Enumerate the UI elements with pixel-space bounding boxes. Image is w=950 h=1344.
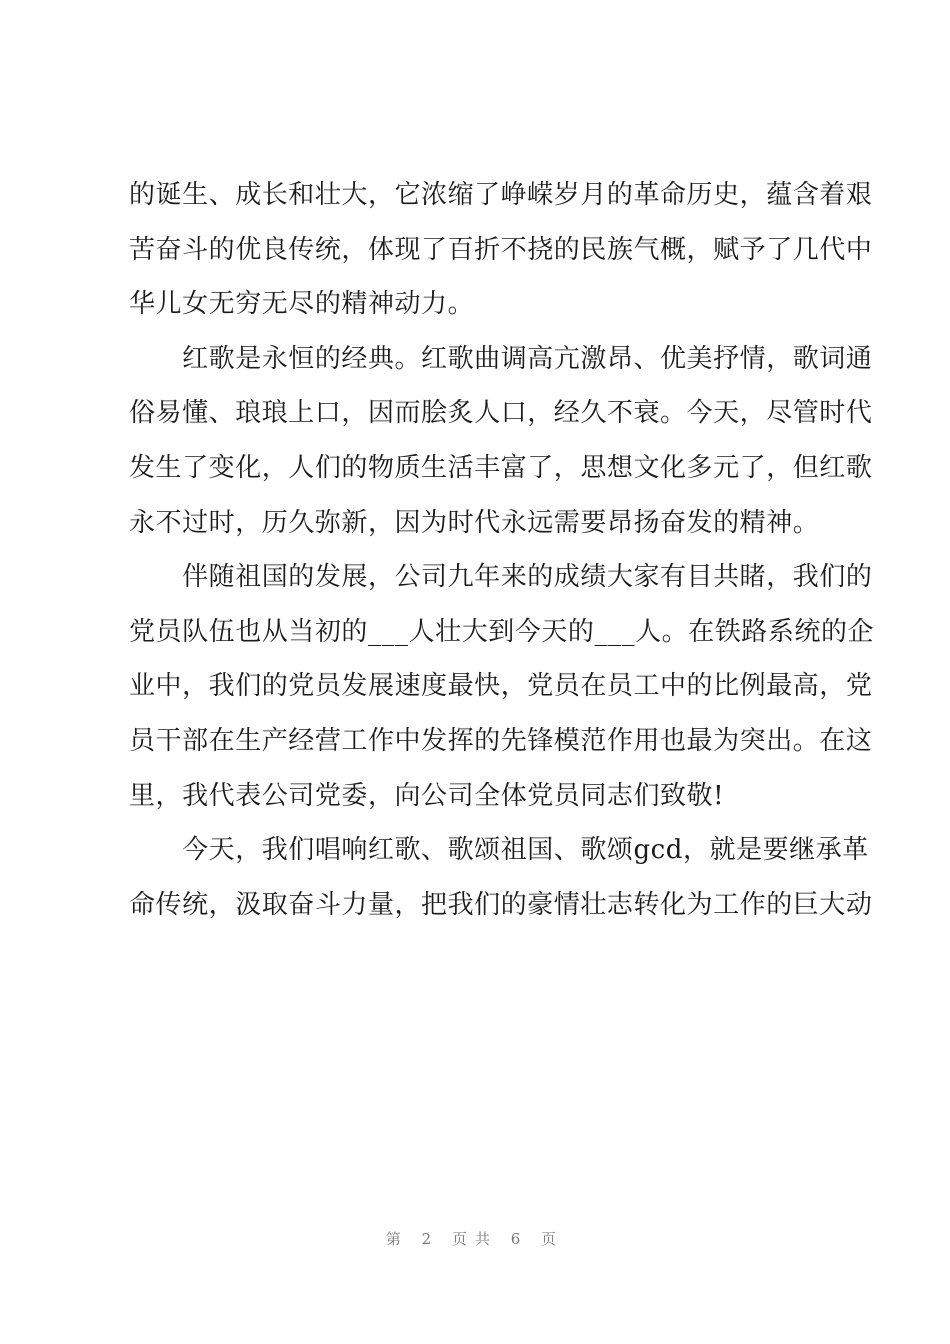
text-line: 俗易懂、琅琅上口，因而脍炙人口，经久不衰。今天，尽管时代 — [129, 398, 873, 429]
text-line: 永不过时，历久弥新，因为时代永远需要昂扬奋发的精神。 — [129, 507, 820, 538]
text-line: 发生了变化，人们的物质生活丰富了，思想文化多元了，但红歌 — [129, 452, 873, 483]
text-line: 党员队伍也从当初的___人壮大到今天的___人。在铁路系统的企 — [129, 616, 875, 647]
paragraph-2 — [129, 332, 873, 550]
text-line: 红歌是永恒的经典。红歌曲调高亢激昂、优美抒情，歌词通 — [129, 343, 873, 374]
text-line: 业中，我们的党员发展速度最快，党员在员工中的比例最高，党 — [129, 671, 873, 702]
text-line: 苦奋斗的优良传统，体现了百折不挠的民族气概，赋予了几代中 — [129, 234, 873, 265]
text-line: 华儿女无穷无尽的精神动力。 — [129, 289, 475, 320]
text-line: 伴随祖国的发展，公司九年来的成绩大家有目共睹，我们的 — [129, 562, 873, 593]
body-text — [129, 168, 875, 932]
paragraph-4 — [129, 823, 873, 932]
paragraph-1 — [129, 168, 873, 332]
text-line: 命传统，汲取奋斗力量，把我们的豪情壮志转化为工作的巨大动 — [129, 889, 873, 920]
text-line: 员干部在生产经营工作中发挥的先锋模范作用也最为突出。在这 — [129, 725, 873, 756]
text-line: 的诞生、成长和壮大，它浓缩了峥嵘岁月的革命历史，蕴含着艰 — [129, 180, 873, 210]
text-line: 里，我代表公司党委，向公司全体党员同志们致敬! — [129, 780, 725, 811]
text-line: 今天，我们唱响红歌、歌颂祖国、歌颂gcd，就是要继承革 — [129, 835, 869, 866]
paragraph-3 — [129, 550, 875, 823]
page-footer: 第 2 页共 6 页 — [385, 1230, 565, 1248]
